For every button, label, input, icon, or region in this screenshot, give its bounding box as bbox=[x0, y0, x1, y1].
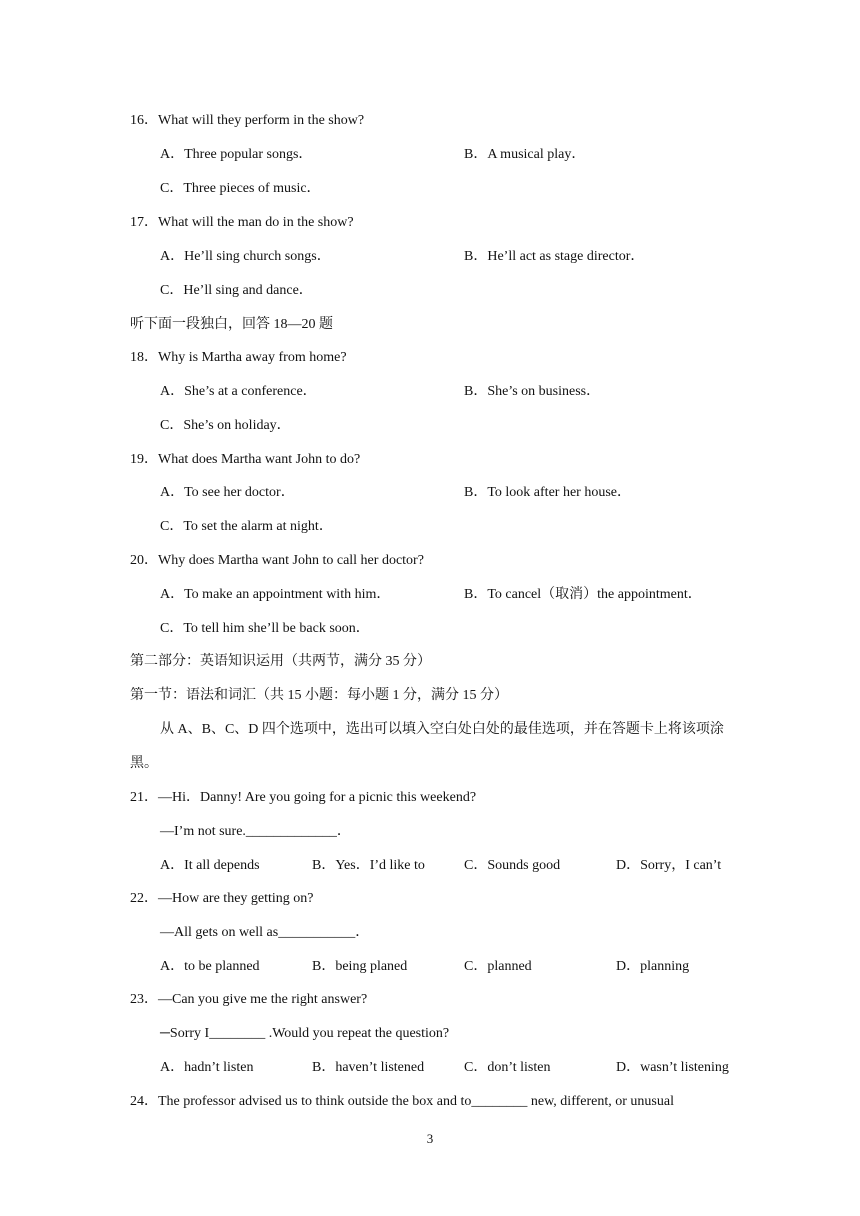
q23-option-c: C．don’t listen bbox=[464, 1060, 551, 1075]
q19-stem: 19．What does Martha want John to do? bbox=[130, 452, 361, 467]
q21-option-b: B．Yes．I’d like to bbox=[312, 858, 425, 873]
q21-line2: —I’m not sure._____________． bbox=[160, 824, 351, 839]
q17-option-b: B．He’ll act as stage director． bbox=[464, 249, 645, 264]
q17-stem: 17．What will the man do in the show? bbox=[130, 215, 354, 230]
q17-option-c: C．He’ll sing and dance． bbox=[160, 283, 313, 298]
q16-option-b: B．A musical play． bbox=[464, 147, 586, 162]
q22-option-c: C．planned bbox=[464, 959, 532, 974]
page-number: 3 bbox=[426, 1131, 434, 1146]
q23-line2: ─Sorry I________ .Would you repeat the question? bbox=[160, 1026, 450, 1041]
instructions-paragraph: 从 A、B、C、D 四个选项中，选出可以填入空白处白处的最佳选项，并在答题卡上将该项涂黑。 bbox=[130, 722, 724, 771]
q17-option-a: A．He’ll sing church songs． bbox=[160, 249, 331, 264]
q19-option-c: C．To set the alarm at night． bbox=[160, 519, 333, 534]
q21-option-c: C．Sounds good bbox=[464, 858, 561, 873]
q23-option-b: B．haven’t listened bbox=[312, 1060, 425, 1075]
q16-stem: 16．What will they perform in the show? bbox=[130, 113, 365, 128]
q22-line1: 22．—How are they getting on? bbox=[130, 891, 314, 906]
q20-option-a: A．To make an appointment with him． bbox=[160, 587, 391, 602]
q24-line1: 24．The professor advised us to think outside the box and to________ new, different, or unusual bbox=[130, 1094, 674, 1109]
q23-option-a: A．hadn’t listen bbox=[160, 1060, 254, 1075]
monologue-section-heading: 听下面一段独白，回答 18—20 题 bbox=[130, 317, 333, 332]
q16-option-c: C．Three pieces of music． bbox=[160, 181, 321, 196]
q20-stem: 20．Why does Martha want John to call her doctor? bbox=[130, 553, 424, 568]
q18-option-a: A．She’s at a conference． bbox=[160, 384, 317, 399]
q22-option-b: B．being planed bbox=[312, 959, 408, 974]
q16-option-a: A．Three popular songs． bbox=[160, 147, 313, 162]
section1-heading: 第一节：语法和词汇（共 15 小题：每小题 1 分，满分 15 分） bbox=[130, 688, 508, 703]
q18-option-b: B．She’s on business． bbox=[464, 384, 601, 399]
q22-option-a: A．to be planned bbox=[160, 959, 260, 974]
q23-option-d: D．wasn’t listening bbox=[616, 1060, 729, 1075]
part2-heading: 第二部分：英语知识运用（共两节，满分 35 分） bbox=[130, 654, 431, 669]
q23-line1: 23．—Can you give me the right answer? bbox=[130, 992, 368, 1007]
q18-stem: 18．Why is Martha away from home? bbox=[130, 350, 347, 365]
q19-option-a: A．To see her doctor． bbox=[160, 485, 295, 500]
q20-option-c: C．To tell him she’ll be back soon． bbox=[160, 621, 370, 636]
q22-line2: —All gets on well as___________． bbox=[160, 925, 370, 940]
q20-option-b: B．To cancel（取消）the appointment． bbox=[464, 587, 702, 602]
q22-option-d: D．planning bbox=[616, 959, 690, 974]
q18-option-c: C．She’s on holiday． bbox=[160, 418, 291, 433]
q21-option-a: A．It all depends bbox=[160, 858, 260, 873]
q19-option-b: B．To look after her house． bbox=[464, 485, 631, 500]
q21-line1: 21．—Hi．Danny! Are you going for a picnic this weekend? bbox=[130, 790, 477, 805]
q21-option-d: D．Sorry，I can’t bbox=[616, 858, 722, 873]
